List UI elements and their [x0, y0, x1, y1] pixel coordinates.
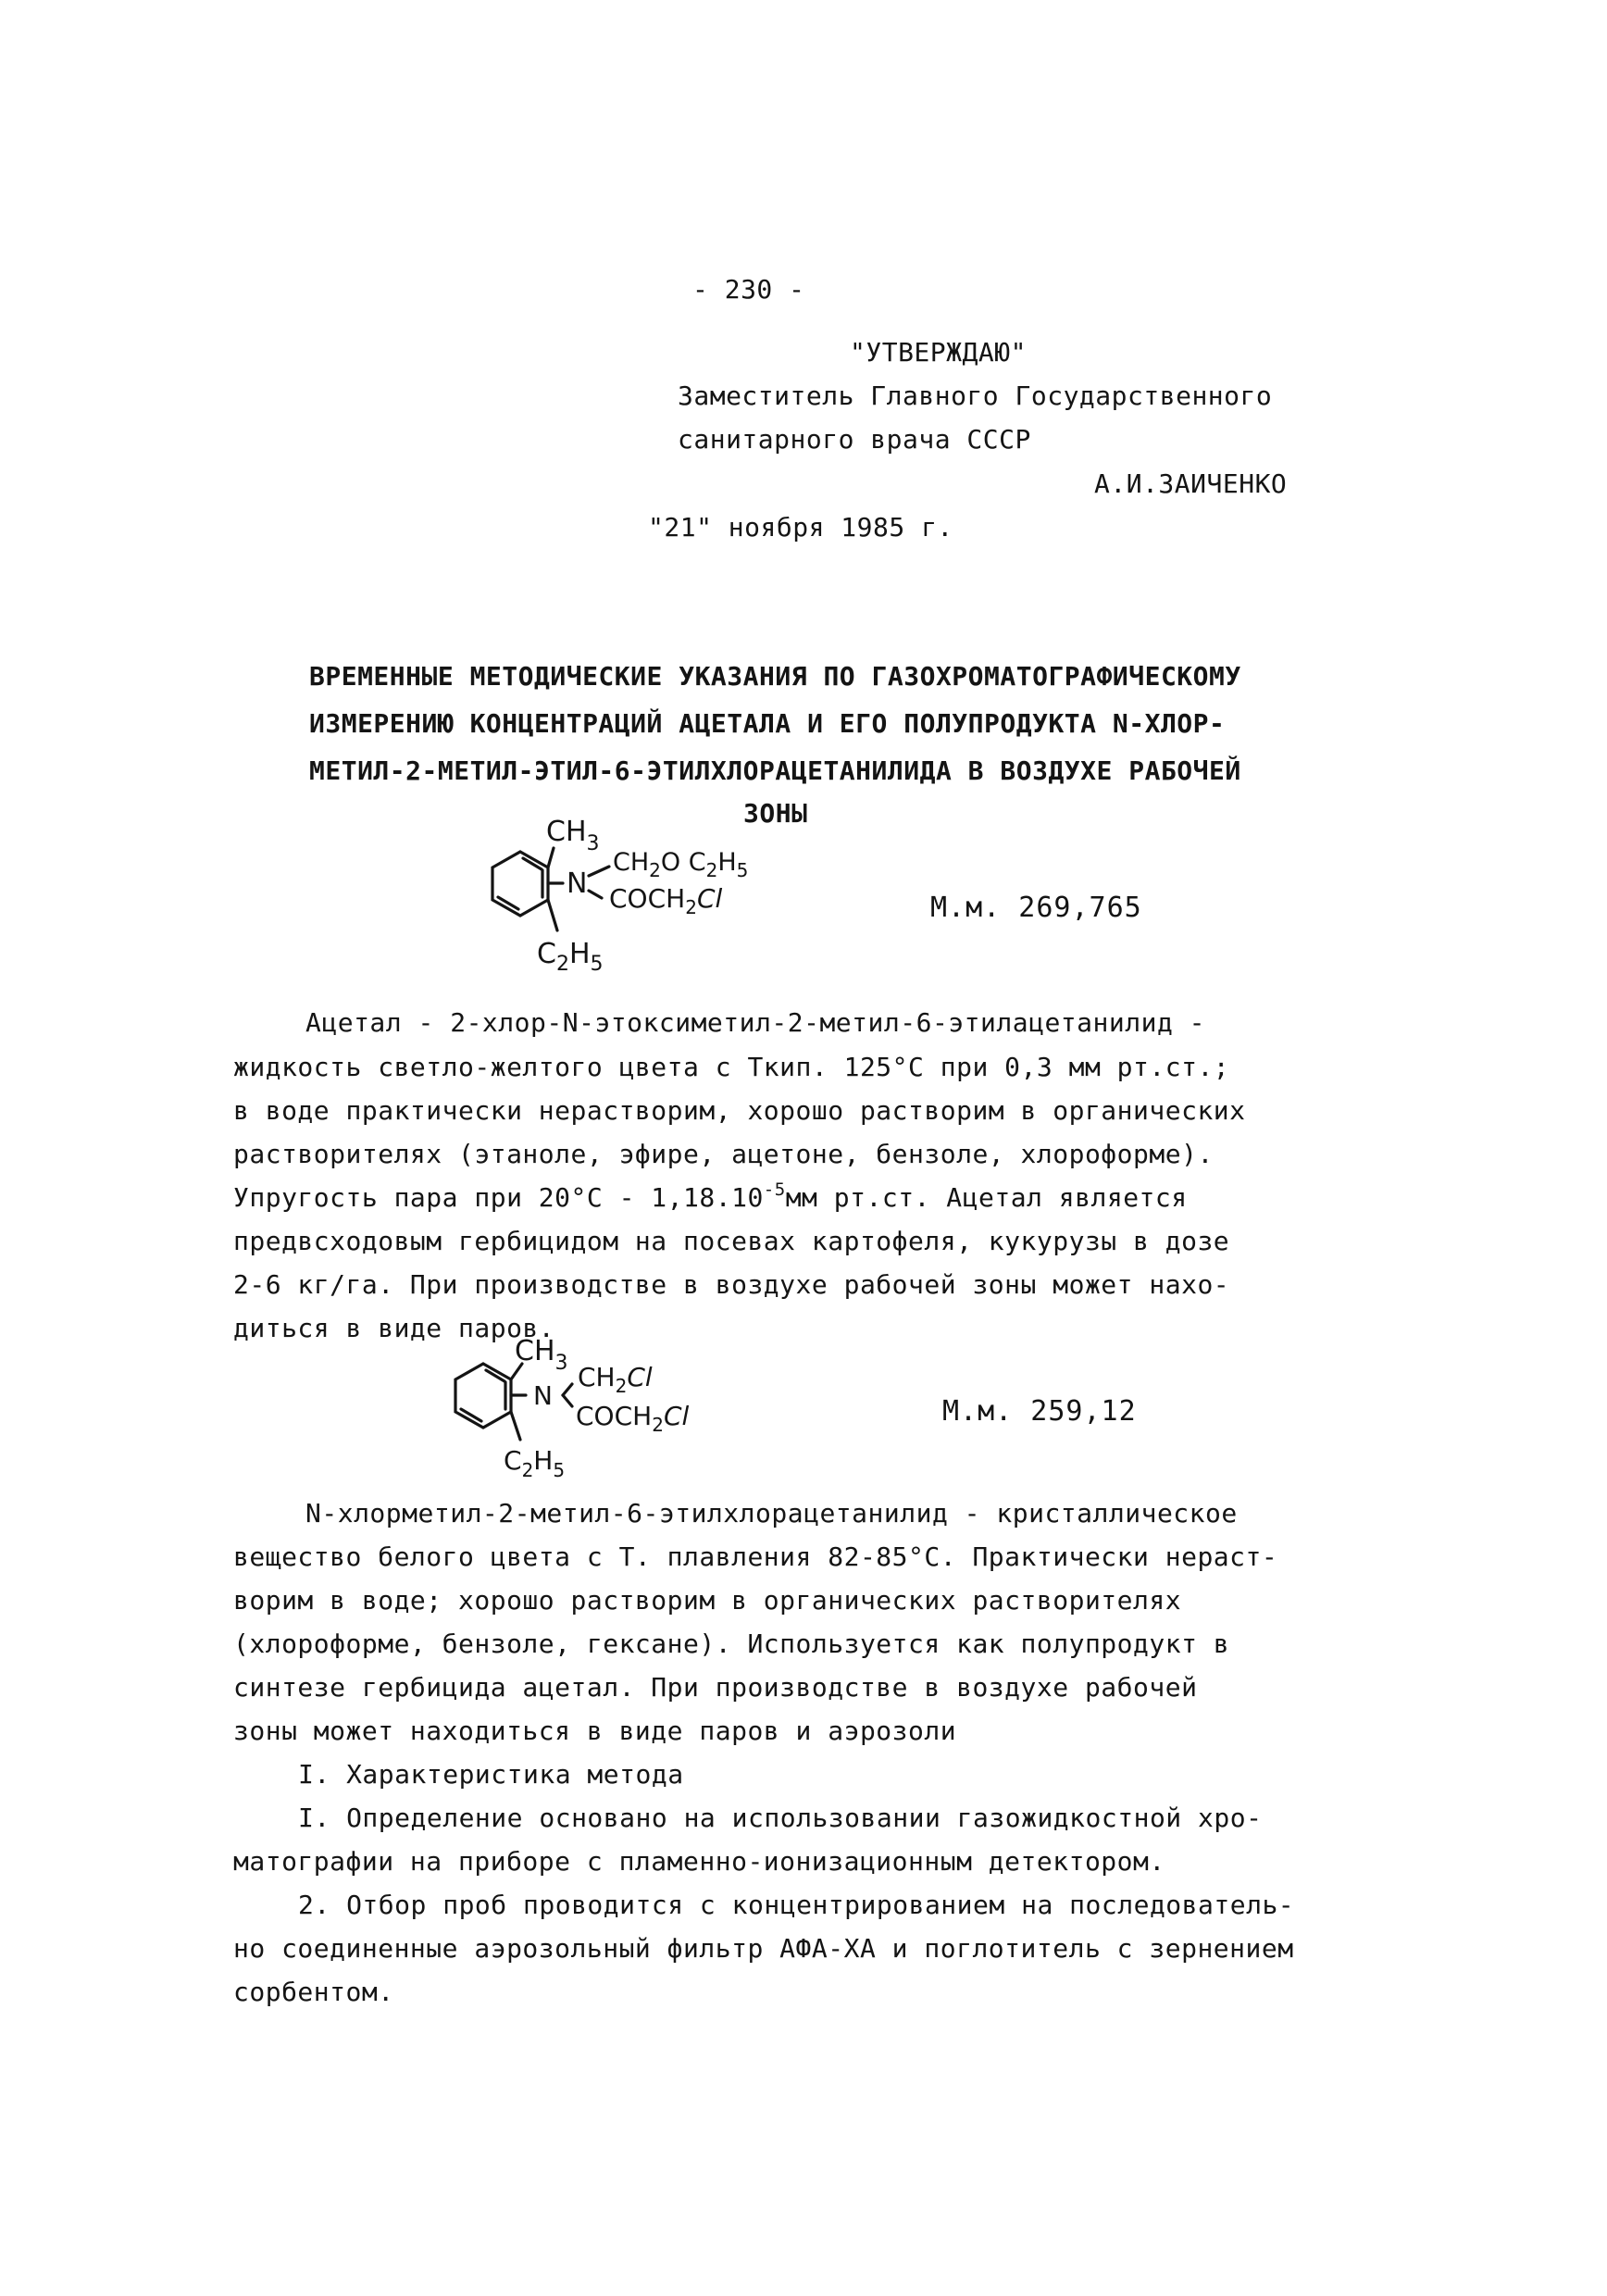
svg-text:CH3: $CH_3$ [515, 1338, 568, 1375]
vapor-pressure-text: Упругость пара при 20°С - 1,18.10 [233, 1182, 764, 1213]
benzene-ring [455, 1364, 511, 1428]
document-title-line1: ВРЕМЕННЫЕ МЕТОДИЧЕСКИЕ УКАЗАНИЯ ПО ГАЗОХРОМАТОГРАФИЧЕСКОМУ [309, 661, 1241, 692]
semiproduct-molecular-mass: М.м. 259,12 [942, 1395, 1137, 1428]
document-title-line2: ИЗМЕРЕНИЮ КОНЦЕНТРАЦИЙ АЦЕТАЛА И ЕГО ПОЛУПРОДУКТА N-ХЛОР- [309, 708, 1226, 739]
document-title-line3: МЕТИЛ-2-МЕТИЛ-ЭТИЛ-6-ЭТИЛХЛОРАЦЕТАНИЛИДА В ВОЗДУХЕ РАБОЧЕЙ [309, 755, 1241, 786]
semiproduct-structure [407, 1338, 815, 1500]
section-item2-line2: но соединенные аэрозольный фильтр АФА-ХА и поглотитель с зернением [233, 1933, 1294, 1964]
svg-text:COCH2Cl: $COCH_2Cl$ [609, 883, 723, 918]
svg-text:N: N [533, 1380, 553, 1411]
acetal-description-line6: предвсходовым гербицидом на посевах картофеля, кукурузы в дозе [233, 1226, 1230, 1256]
acetal-molecular-mass: М.м. 269,765 [930, 892, 1142, 924]
semiproduct-description-line6: зоны может находиться в виде паров и аэрозоли [233, 1716, 957, 1746]
acetal-structure [435, 815, 824, 991]
semiproduct-description-line2: вещество белого цвета с Т. плавления 82-85°С. Практически нераст- [233, 1541, 1278, 1572]
semiproduct-description-line3: ворим в воде; хорошо растворим в органических растворителях [233, 1585, 1182, 1616]
page-number: - 230 - [692, 274, 805, 305]
svg-text:C2H5: $C_2H_5$ [504, 1445, 566, 1481]
approval-heading: "УТВЕРЖДАЮ" [850, 337, 1027, 368]
svg-text:N: N [567, 867, 588, 900]
approval-position-line2: санитарного врача СССР [678, 424, 1031, 455]
acetal-description-line2: жидкость светло-желтого цвета с Ткип. 125°С при 0,3 мм рт.ст.; [233, 1052, 1230, 1082]
approval-position-line1: Заместитель Главного Государственного [678, 381, 1273, 411]
semiproduct-description-line1: N-хлорметил-2-метил-6-этилхлорацетанилид - кристаллическое [305, 1498, 1238, 1529]
svg-text:C2H5: $C_2H_5$ [537, 938, 604, 976]
svg-text:COCH2Cl: $COCH_2Cl$ [576, 1401, 690, 1436]
acetal-structure-drawing [435, 815, 824, 991]
approval-date: "21" ноября 1985 г. [648, 512, 953, 543]
section-heading: I. Характеристика метода [298, 1759, 684, 1790]
svg-text:CH2Cl: $CH_2Cl$ [578, 1362, 653, 1397]
document-title-line4: ЗОНЫ [743, 798, 808, 829]
acetal-description-line8: диться в виде паров. [233, 1313, 555, 1343]
section-item2-line1: 2. Отбор проб проводится с концентрированием на последователь- [298, 1890, 1295, 1920]
semiproduct-description-line5: синтезе гербицида ацетал. При производстве в воздухе рабочей [233, 1672, 1198, 1703]
semiproduct-structure-drawing [407, 1338, 815, 1500]
acetal-description-line5 [233, 1179, 1188, 1214]
semiproduct-description-line4: (хлороформе, бензоле, гексане). Используется как полупродукт в [233, 1628, 1230, 1659]
acetal-description-line1: Ацетал - 2-хлор-N-этоксиметил-2-метил-6-этилацетанилид - [305, 1007, 1206, 1038]
acetal-description-line4: растворителях (этаноле, эфире, ацетоне, бензоле, хлороформе). [233, 1139, 1214, 1169]
benzene-ring [492, 852, 548, 916]
approval-name: А.И.ЗАИЧЕНКО [1094, 468, 1288, 499]
acetal-description-line3: в воде практически нерастворим, хорошо растворим в органических [233, 1095, 1246, 1126]
svg-text:CH2O C2H5: $CH_2O$ $C_2H_5$ [613, 848, 749, 881]
vapor-pressure-exponent: -5 [763, 1179, 786, 1200]
section-item1-line1: I. Определение основано на использовании газожидкостной хро- [298, 1803, 1263, 1833]
section-item2-line3: сорбентом. [233, 1977, 394, 2007]
acetal-description-line7: 2-6 кг/га. При производстве в воздухе рабочей зоны может нахо- [233, 1269, 1230, 1300]
vapor-pressure-text-end: мм рт.ст. Ацетал является [785, 1182, 1188, 1213]
section-item1-line2: матографии на приборе с пламенно-ионизационным детектором. [233, 1846, 1165, 1877]
svg-text:CH3: $CH_3$ [546, 816, 600, 855]
